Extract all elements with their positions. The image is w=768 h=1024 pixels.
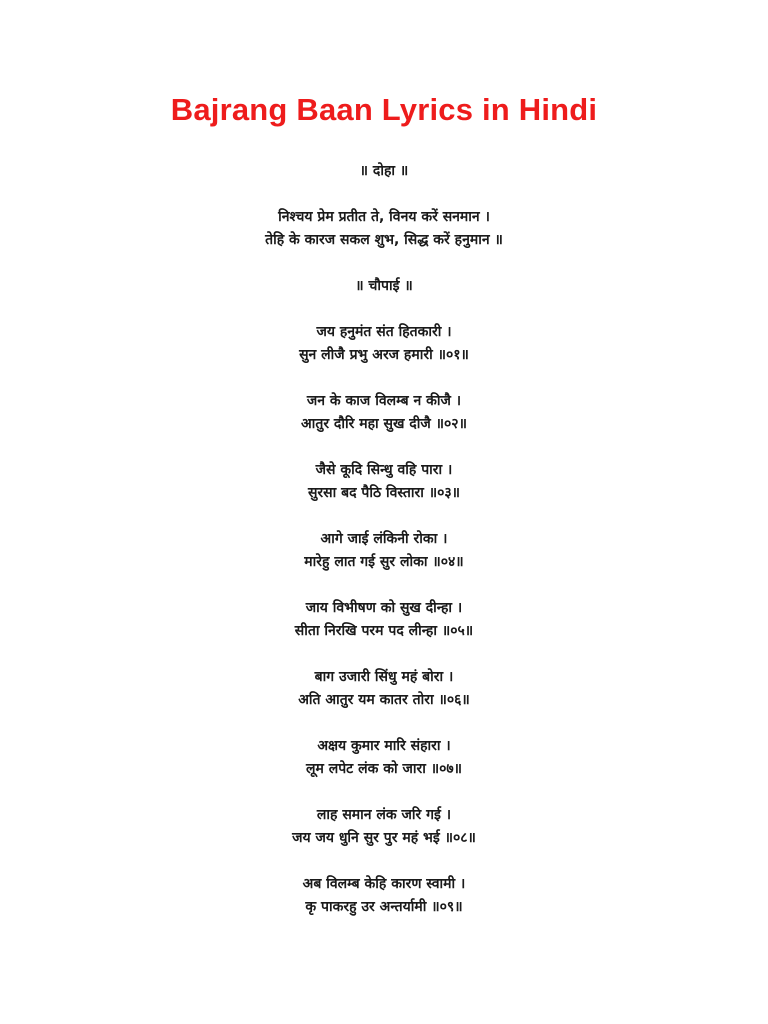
verse-line: जय जय धुनि सुर पुर महं भई ॥०८॥ [292, 830, 476, 846]
doha-stanza [0, 206, 768, 252]
verse-line: लाह समान लंक जरि गई । [316, 807, 452, 823]
verse-line: अब विलम्ब केहि कारण स्वामी । [302, 876, 466, 892]
chaupai-stanza-3 [0, 459, 768, 505]
verse-line: सुरसा बद पैठि विस्तारा ॥०३॥ [307, 485, 461, 501]
verse-line: सुन लीजै प्रभु अरज हमारी ॥०१॥ [299, 347, 469, 363]
verse-line: आतुर दौरि महा सुख दीजै ॥०२॥ [301, 416, 467, 432]
verse-line: जय हनुमंत संत हितकारी । [316, 324, 452, 340]
verse-line: कृ पाकरहु उर अन्तर्यामी ॥०९॥ [305, 899, 463, 915]
verse-line: सीता निरखि परम पद लीन्हा ॥०५॥ [294, 623, 474, 639]
chaupai-stanza-7 [0, 735, 768, 781]
verse-line: जैसे कूदि सिन्धु वहि पारा । [315, 462, 453, 478]
verse-line: आगे जाई लंकिनी रोका । [320, 531, 448, 547]
chaupai-stanza-4 [0, 528, 768, 574]
chaupai-heading: ॥ चौपाई ॥ [355, 278, 413, 294]
chaupai-stanza-5 [0, 597, 768, 643]
chaupai-stanza-8 [0, 804, 768, 850]
verse-line: अक्षय कुमार मारि संहारा । [317, 738, 451, 754]
chaupai-stanza-9 [0, 873, 768, 919]
chaupai-stanza-2 [0, 390, 768, 436]
verse-line: बाग उजारी सिंधु महं बोरा । [314, 669, 454, 685]
verse-line: जाय विभीषण को सुख दीन्हा । [305, 600, 463, 616]
verse-line: निश्चय प्रेम प्रतीत ते, विनय करें सनमान । [278, 209, 490, 225]
verse-line: जन के काज विलम्ब न कीजै । [306, 393, 462, 409]
verse-line: लूम लपेट लंक को जारा ॥०७॥ [305, 761, 463, 777]
verse-line: अति आतुर यम कातर तोरा ॥०६॥ [298, 692, 470, 708]
verse-line: मारेहु लात गई सुर लोका ॥०४॥ [304, 554, 464, 570]
chaupai-stanza-1 [0, 321, 768, 367]
doha-heading: ॥ दोहा ॥ [359, 163, 409, 179]
lyrics-body [0, 160, 768, 942]
page-title: Bajrang Baan Lyrics in Hindi [170, 92, 598, 127]
chaupai-stanza-6 [0, 666, 768, 712]
verse-line: तेहि के कारज सकल शुभ, सिद्ध करें हनुमान ॥ [265, 232, 503, 248]
